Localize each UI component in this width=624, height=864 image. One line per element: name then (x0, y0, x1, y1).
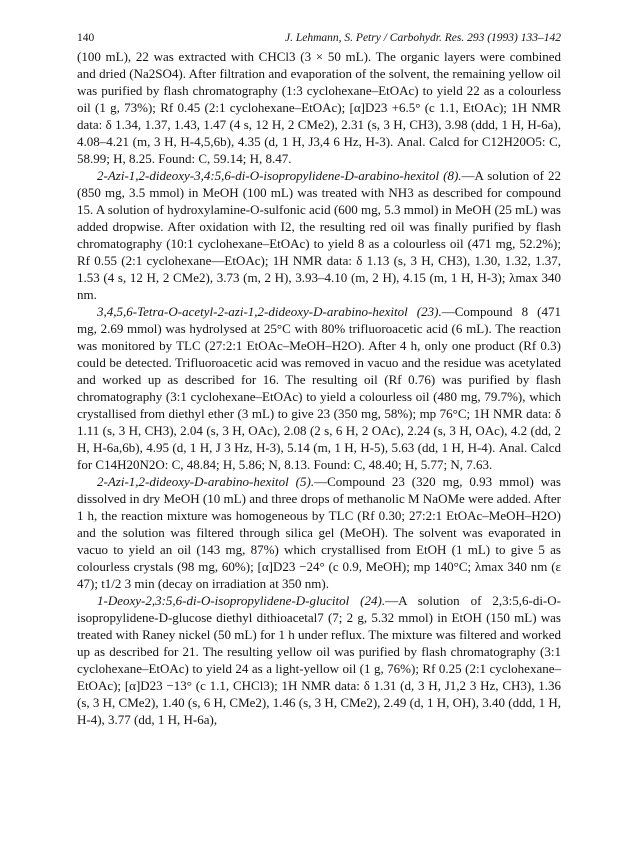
paragraph-compound-24 (77, 592, 561, 728)
compound-title: 1-Deoxy-2,3:5,6-di-O-isopropylidene-D-glucitol (24). (97, 593, 386, 608)
compound-title: 3,4,5,6-Tetra-O-acetyl-2-azi-1,2-dideoxy-D-arabino-hexitol (23). (97, 304, 442, 319)
paragraph-continuation (77, 48, 561, 167)
paragraph-text: (100 mL), 22 was extracted with CHCl3 (3 × 50 mL). The organic layers were combined and dried (Na2SO4). After filtration and evaporation of the solvent, the remaining yellow oil was purified by flash chromatography (1:3 cyclohexane–EtOAc) to yield 22 as a colourless oil (1 g, 73%); Rf 0.45 (2:1 cyclohexane–EtOAc); [α]D23 +6.5° (c 1.1, EtOAc); 1H NMR data: δ 1.34, 1.37, 1.43, 1.47 (4 s, 12 H, 2 CMe2), 2.31 (s, 3 H, CH3), 3.98 (ddd, 1 H, H-6a), 4.08–4.21 (m, 3 H, H-4,5,6b), 4.35 (d, 1 H, J3,4 6 Hz, H-3). Anal. Calcd for C12H20O5: C, 58.99; H, 8.25. Found: C, 59.14; H, 8.47. (77, 49, 561, 166)
paragraph-text: —Compound 23 (320 mg, 0.93 mmol) was dissolved in dry MeOH (10 mL) and three drops of methanolic M NaOMe were added. After 1 h, the reaction mixture was homogeneous by TLC (Rf 0.30; 27:2:1 EtOAc–MeOH–H2O) and the solution was filtered through silica gel (MeOH). The solvent was evaporated in vacuo to yield an oil (143 mg, 87%) which crystallised from EtOH (1 mL) to give 5 as colourless crystals (98 mg, 60%); [α]D23 −24° (c 0.9, MeOH); mp 140°C; λmax 340 nm (ε 47); t1/2 3 min (decay on irradiation at 350 nm). (77, 474, 561, 591)
page-number: 140 (77, 32, 95, 44)
page-header (77, 30, 561, 46)
compound-title: 2-Azi-1,2-dideoxy-D-arabino-hexitol (5). (97, 474, 315, 489)
paragraph-text: —Compound 8 (471 mg, 2.69 mmol) was hydrolysed at 25°C with 80% trifluoroacetic acid (6 mL). The reaction was monitored by TLC (27:2:1 EtOAc–MeOH–H2O). After 4 h, only one product (Rf 0.3) could be detected. Trifluoroacetic acid was removed in vacuo and the residue was acetylated and worked up as described for 16. The resulting oil (Rf 0.76) was purified by flash chromatography (3:1 cyclohexane–EtOAc) to yield a colourless oil (480 mg, 79.7%), which crystallised from diethyl ether (3 mL) to give 23 (350 mg, 58%); mp 76°C; 1H NMR data: δ 1.11 (s, 3 H, CH3), 2.04 (s, 3 H, OAc), 2.08 (2 s, 6 H, 2 OAc), 2.24 (s, 3 H, OAc), 4.2 (dd, 2 H, H-6a,6b), 4.95 (d, 1 H, J 3 Hz, H-3), 5.14 (m, 1 H, H-5), 5.63 (dd, 1 H, H-4). Anal. Calcd for C14H20N2O: C, 48.84; H, 5.86; N, 8.13. Found: C, 48.40; H, 5.77; N, 7.63. (77, 304, 561, 472)
paragraph-text: —A solution of 22 (850 mg, 3.5 mmol) in MeOH (100 mL) was treated with NH3 as described for compound 15. A solution of hydroxylamine-O-sulfonic acid (600 mg, 5.3 mmol) in MeOH (25 mL) was added dropwise. After oxidation with I2, the resulting red oil was finally purified by flash chromatography (10:1 cyclohexane–EtOAc) to yield 8 as a colourless oil (471 mg, 52.2%); Rf 0.55 (2:1 cyclohexane—EtOAc); 1H NMR data: δ 1.13 (s, 3 H, CH3), 1.30, 1.32, 1.37, 1.53 (4 s, 12 H, 2 CMe2), 3.73 (m, 2 H), 3.93–4.10 (m, 2 H), 4.15 (m, 1 H, H-3); λmax 340 nm. (77, 168, 561, 302)
paragraph-compound-23 (77, 303, 561, 473)
paragraph-text: —A solution of 2,3:5,6-di-O-isopropylidene-D-glucose diethyl dithioacetal7 (7; 2 g, 5.32 mmol) in EtOH (150 mL) was treated with Raney nickel (50 mL) for 1 h under reflux. The mixture was filtered and worked up as described for 21. The resulting yellow oil was purified by flash chromatography (3:1 cyclohexane–EtOAc) to yield 24 as a light-yellow oil (1 g, 76%); Rf 0.25 (2:1 cyclohexane–EtOAc); [α]D23 −13° (c 1.1, CHCl3); 1H NMR data: δ 1.31 (d, 3 H, J1,2 3 Hz, CH3), 1.36 (s, 3 H, CMe2), 1.40 (s, 6 H, CMe2), 1.46 (s, 3 H, CMe2), 2.49 (d, 1 H, OH), 3.40 (ddd, 1 H, H-4), 3.77 (dd, 1 H, H-6a), (77, 593, 561, 727)
running-head: J. Lehmann, S. Petry / Carbohydr. Res. 293 (1993) 133–142 (285, 32, 561, 44)
paragraph-compound-8 (77, 167, 561, 303)
paragraph-compound-5 (77, 473, 561, 592)
compound-title: 2-Azi-1,2-dideoxy-3,4:5,6-di-O-isopropylidene-D-arabino-hexitol (8). (97, 168, 462, 183)
body-text (77, 48, 561, 728)
